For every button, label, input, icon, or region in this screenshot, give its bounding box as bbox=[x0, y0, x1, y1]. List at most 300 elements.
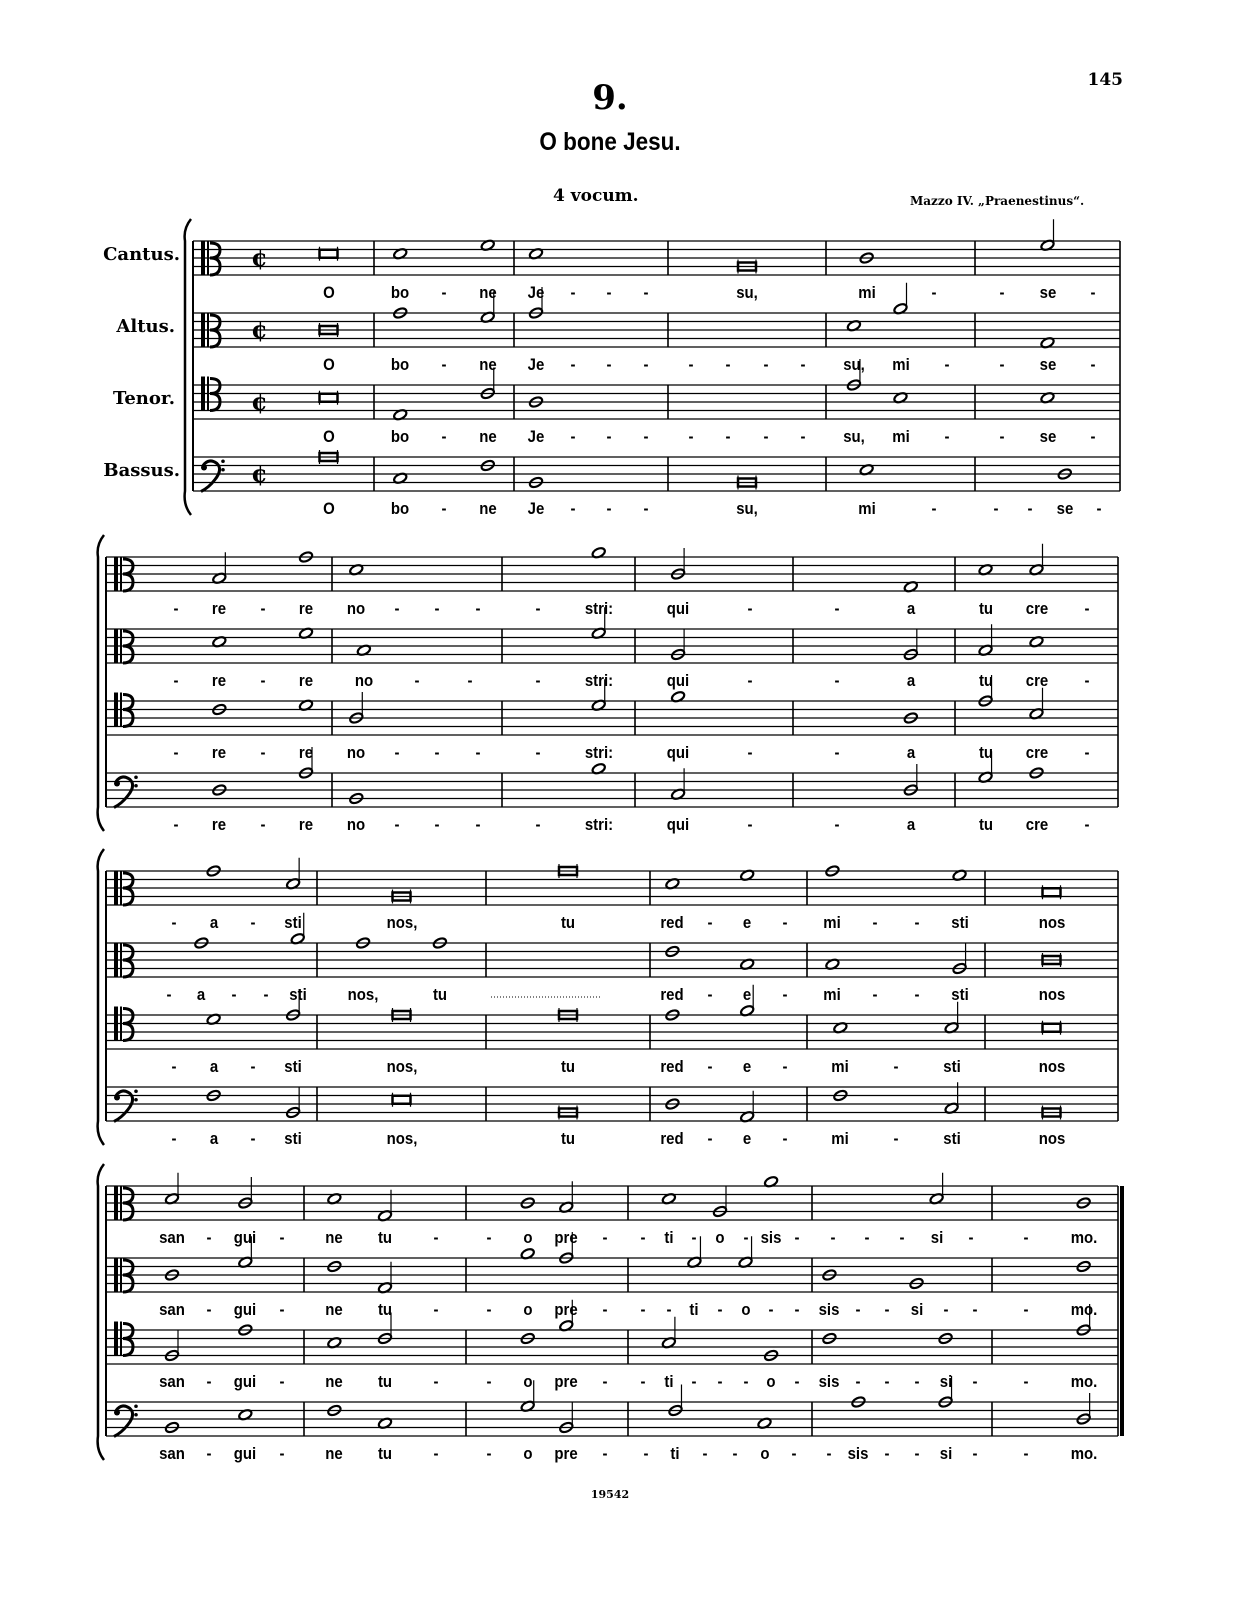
lyric-hyphen: - bbox=[688, 427, 694, 446]
c-clef-icon bbox=[114, 943, 118, 977]
lyric-hyphen: - bbox=[743, 1372, 749, 1391]
lyric-syllable: no bbox=[354, 671, 374, 690]
lyric-syllable: nos bbox=[1038, 1057, 1065, 1076]
lyric-hyphen: - bbox=[864, 1228, 870, 1247]
plate-number: 19542 bbox=[590, 1488, 630, 1501]
lyric-syllable: gui bbox=[234, 1300, 257, 1319]
lyric-hyphen: - bbox=[433, 1300, 439, 1319]
lyric-hyphen: - bbox=[914, 913, 920, 932]
lyric-syllable: tu bbox=[432, 985, 447, 1004]
lyric-syllable: ne bbox=[479, 499, 497, 518]
lyric-syllable: o bbox=[523, 1228, 533, 1247]
lyric-syllable: gui bbox=[234, 1372, 257, 1391]
lyric-hyphen: - bbox=[702, 1444, 708, 1463]
lyric-syllable: cre bbox=[1025, 743, 1048, 762]
lyric-hyphen: - bbox=[1023, 1300, 1029, 1319]
lyric-syllable: nos, bbox=[347, 985, 379, 1004]
lyric-hyphen: - bbox=[794, 1228, 800, 1247]
lyric-hyphen: - bbox=[441, 355, 447, 374]
lyric-hyphen: - bbox=[800, 355, 806, 374]
source-attribution: Mazzo IV. „Praenestinus“. bbox=[910, 194, 1085, 208]
lyric-syllable: sti bbox=[284, 913, 302, 932]
lyric-syllable: a bbox=[906, 671, 915, 690]
lyric-syllable: red bbox=[660, 1057, 685, 1076]
lyric-syllable: bo bbox=[391, 355, 410, 374]
lyric-hyphen: - bbox=[999, 355, 1005, 374]
lyric-hyphen: - bbox=[794, 1372, 800, 1391]
system-brace bbox=[185, 219, 191, 515]
lyric-hyphen: - bbox=[972, 1372, 978, 1391]
lyric-hyphen: - bbox=[486, 1228, 492, 1247]
f-clef-icon bbox=[221, 468, 225, 472]
breve-note bbox=[320, 250, 338, 258]
lyric-syllable: Je bbox=[527, 427, 545, 446]
lyric-syllable: sis bbox=[760, 1228, 782, 1247]
lyric-syllable: mi bbox=[891, 427, 910, 446]
c-clef-icon bbox=[123, 695, 133, 727]
lyric-syllable: e bbox=[743, 1129, 752, 1148]
c-clef-icon bbox=[123, 873, 133, 905]
lyric-hyphen: - bbox=[944, 427, 950, 446]
c-clef-icon bbox=[210, 379, 220, 411]
voice-label-bassus: Bassus. bbox=[103, 460, 180, 481]
lyric-syllable: nos, bbox=[386, 913, 417, 932]
lyric-syllable: gui bbox=[234, 1444, 257, 1463]
lyric-syllable: tu bbox=[377, 1372, 393, 1391]
breve-note bbox=[1043, 1024, 1061, 1032]
lyric-hyphen: - bbox=[602, 1444, 608, 1463]
lyric-hyphen: - bbox=[441, 499, 447, 518]
lyric-syllable: stri: bbox=[584, 815, 613, 834]
lyric-hyphen: - bbox=[931, 499, 937, 518]
lyric-hyphen: - bbox=[1023, 1444, 1029, 1463]
lyric-hyphen: - bbox=[884, 1444, 890, 1463]
lyric-syllable: nos bbox=[1038, 985, 1065, 1004]
lyric-hyphen: - bbox=[643, 1444, 649, 1463]
lyric-syllable: Je bbox=[527, 355, 545, 374]
lyric-hyphen: - bbox=[250, 1129, 256, 1148]
lyric-hyphen: - bbox=[747, 599, 753, 618]
c-clef-icon bbox=[120, 943, 122, 977]
c-clef-icon bbox=[120, 1186, 122, 1220]
c-clef-icon bbox=[120, 693, 122, 727]
lyric-hyphen: - bbox=[763, 427, 769, 446]
lyric-hyphen: - bbox=[943, 1300, 949, 1319]
lyric-hyphen: - bbox=[1084, 743, 1090, 762]
lyric-hyphen: - bbox=[570, 283, 576, 302]
lyric-syllable: san bbox=[159, 1228, 185, 1247]
lyric-syllable: e bbox=[743, 1057, 752, 1076]
lyric-hyphen: - bbox=[486, 1300, 492, 1319]
lyric-syllable: O bbox=[322, 499, 335, 518]
lyric-syllable: stri: bbox=[584, 671, 613, 690]
lyric-syllable: san bbox=[159, 1300, 185, 1319]
lyric-hyphen: - bbox=[999, 427, 1005, 446]
lyric-hyphen: - bbox=[782, 1129, 788, 1148]
lyric-hyphen: - bbox=[688, 355, 694, 374]
lyric-hyphen: - bbox=[434, 815, 440, 834]
lyric-syllable: mo. bbox=[1070, 1444, 1097, 1463]
lyric-syllable: tu bbox=[377, 1228, 393, 1247]
lyric-syllable: si bbox=[939, 1444, 952, 1463]
lyric-syllable: tu bbox=[978, 743, 993, 762]
c-clef-icon bbox=[201, 313, 205, 347]
lyric-syllable: o bbox=[740, 1300, 751, 1319]
c-clef-icon bbox=[120, 557, 122, 591]
lyric-hyphen: - bbox=[1096, 499, 1102, 518]
lyric-hyphen: - bbox=[434, 599, 440, 618]
lyric-hyphen: - bbox=[782, 913, 788, 932]
lyric-syllable: tu bbox=[377, 1444, 393, 1463]
lyric-hyphen: - bbox=[884, 1300, 890, 1319]
lyric-hyphen: - bbox=[1084, 599, 1090, 618]
lyric-syllable: ne bbox=[325, 1372, 344, 1391]
system-brace bbox=[98, 535, 104, 831]
lyric-hyphen: - bbox=[707, 1129, 713, 1148]
lyric-syllable: gui bbox=[234, 1228, 257, 1247]
c-clef-icon bbox=[114, 629, 118, 663]
lyric-hyphen: - bbox=[606, 427, 612, 446]
lyric-hyphen: - bbox=[433, 1228, 439, 1247]
lyric-hyphen: - bbox=[782, 1057, 788, 1076]
lyric-hyphen: - bbox=[231, 985, 236, 1004]
lyric-hyphen: - bbox=[1027, 499, 1033, 518]
lyric-syllable: si bbox=[939, 1372, 952, 1391]
lyric-hyphen: - bbox=[486, 1372, 492, 1391]
lyric-syllable: re bbox=[212, 671, 227, 690]
lyric-syllable: su, bbox=[736, 499, 758, 518]
f-clef-icon bbox=[114, 781, 120, 787]
f-clef-icon bbox=[134, 1404, 138, 1408]
lyric-hyphen: - bbox=[1090, 427, 1096, 446]
lyric-syllable: sis bbox=[819, 1300, 840, 1319]
f-clef-icon bbox=[114, 1095, 120, 1101]
lyric-hyphen: - bbox=[1023, 1228, 1029, 1247]
lyric-syllable: o bbox=[523, 1300, 533, 1319]
lyric-hyphen: - bbox=[260, 743, 266, 762]
lyric-hyphen: - bbox=[1023, 1372, 1029, 1391]
lyric-hyphen: - bbox=[206, 1228, 212, 1247]
lyric-syllable: se bbox=[1039, 283, 1056, 302]
lyric-syllable: su, bbox=[843, 355, 865, 374]
lyric-syllable: a bbox=[209, 1129, 218, 1148]
lyric-hyphen: - bbox=[394, 743, 400, 762]
lyric-syllable: no bbox=[347, 743, 366, 762]
c-clef-icon bbox=[123, 1009, 133, 1041]
lyric-syllable: ne bbox=[325, 1300, 344, 1319]
lyric-hyphen: - bbox=[768, 1300, 774, 1319]
lyric-hyphen: - bbox=[475, 599, 481, 618]
lyric-hyphen: - bbox=[747, 815, 753, 834]
lyric-hyphen: - bbox=[640, 1372, 646, 1391]
lyric-hyphen: - bbox=[602, 1372, 608, 1391]
lyric-syllable: san bbox=[159, 1444, 185, 1463]
lyric-syllable: Je bbox=[527, 283, 545, 302]
lyric-syllable: mi bbox=[823, 985, 842, 1004]
lyric-hyphen: - bbox=[171, 1057, 177, 1076]
lyric-syllable: stri: bbox=[584, 599, 613, 618]
piece-title: O bone Jesu. bbox=[539, 128, 681, 156]
lyric-hyphen: - bbox=[800, 427, 806, 446]
lyric-syllable: qui bbox=[666, 815, 690, 834]
lyric-syllable: sti bbox=[284, 1129, 302, 1148]
lyric-syllable: mo. bbox=[1070, 1228, 1097, 1247]
lyric-syllable: tu bbox=[560, 913, 576, 932]
lyric-syllable: a bbox=[906, 743, 915, 762]
lyric-hyphen: - bbox=[173, 599, 179, 618]
c-clef-icon bbox=[114, 1007, 118, 1041]
lyric-hyphen: - bbox=[606, 283, 612, 302]
lyric-hyphen: - bbox=[747, 671, 753, 690]
lyric-hyphen: - bbox=[1090, 283, 1096, 302]
lyric-hyphen: - bbox=[171, 913, 177, 932]
lyric-hyphen: - bbox=[171, 1129, 177, 1148]
lyric-syllable: O bbox=[322, 427, 335, 446]
lyric-syllable: pre bbox=[554, 1228, 578, 1247]
f-clef-icon bbox=[221, 459, 225, 463]
lyric-hyphen: - bbox=[968, 1228, 974, 1247]
lyric-syllable: mi bbox=[857, 283, 876, 302]
lyric-syllable: ne bbox=[479, 427, 497, 446]
c-clef-icon bbox=[114, 693, 118, 727]
lyric-hyphen: - bbox=[717, 1372, 723, 1391]
lyric-syllable: tu bbox=[560, 1129, 576, 1148]
lyric-hyphen: - bbox=[972, 1444, 978, 1463]
lyric-hyphen: - bbox=[475, 743, 481, 762]
c-clef-icon bbox=[210, 243, 220, 275]
lyric-syllable: sti bbox=[942, 1057, 961, 1076]
lyric-syllable: ne bbox=[325, 1444, 344, 1463]
lyric-syllable: sis bbox=[819, 1372, 840, 1391]
lyric-hyphen: - bbox=[717, 1300, 723, 1319]
lyric-hyphen: - bbox=[535, 815, 541, 834]
voices-count: 4 vocum. bbox=[553, 186, 639, 206]
lyric-hyphen: - bbox=[570, 499, 576, 518]
lyric-hyphen: - bbox=[643, 499, 649, 518]
lyric-syllable: ne bbox=[479, 355, 497, 374]
time-signature-cut-common: ¢ bbox=[251, 459, 268, 488]
lyric-hyphen: - bbox=[606, 499, 612, 518]
lyric-hyphen: - bbox=[535, 599, 541, 618]
lyric-hyphen: - bbox=[570, 355, 576, 374]
lyric-syllable: o bbox=[715, 1228, 725, 1247]
lyric-hyphen: - bbox=[394, 815, 400, 834]
lyric-syllable: qui bbox=[666, 743, 690, 762]
lyric-hyphen: - bbox=[535, 671, 541, 690]
f-clef-icon bbox=[134, 784, 138, 788]
lyric-syllable: si bbox=[910, 1300, 923, 1319]
lyric-hyphen: - bbox=[260, 599, 266, 618]
lyric-syllable: qui bbox=[666, 671, 690, 690]
c-clef-icon bbox=[123, 1324, 133, 1356]
c-clef-icon bbox=[207, 241, 209, 275]
lyric-syllable: red bbox=[660, 985, 685, 1004]
lyric-hyphen: - bbox=[791, 1444, 797, 1463]
c-clef-icon bbox=[114, 871, 118, 905]
lyric-syllable: re bbox=[212, 815, 227, 834]
lyric-syllable: mo. bbox=[1070, 1372, 1097, 1391]
lyric-syllable: cre bbox=[1025, 671, 1048, 690]
lyric-hyphen: - bbox=[441, 283, 447, 302]
lyric-hyphen: - bbox=[666, 1300, 672, 1319]
lyric-syllable: a bbox=[209, 913, 218, 932]
lyric-hyphen: - bbox=[279, 1444, 285, 1463]
lyric-syllable: san bbox=[159, 1372, 185, 1391]
lyric-hyphen: - bbox=[250, 1057, 256, 1076]
lyric-hyphen: - bbox=[899, 1228, 905, 1247]
lyric-syllable: ti bbox=[664, 1228, 674, 1247]
lyric-syllable: pre bbox=[554, 1444, 578, 1463]
f-clef-icon bbox=[134, 1089, 138, 1093]
lyric-syllable: sti bbox=[284, 1057, 302, 1076]
lyric-syllable: re bbox=[212, 743, 227, 762]
c-clef-icon bbox=[123, 945, 133, 977]
lyric-hyphen: - bbox=[732, 1444, 738, 1463]
lyric-hyphen: - bbox=[691, 1228, 697, 1247]
lyric-syllable: red bbox=[660, 913, 685, 932]
lyric-syllable: tu bbox=[560, 1057, 576, 1076]
lyric-hyphen: - bbox=[414, 671, 420, 690]
lyric-hyphen: - bbox=[872, 913, 878, 932]
lyric-syllable: si bbox=[930, 1228, 943, 1247]
lyric-syllable: re bbox=[212, 599, 227, 618]
lyric-hyphen: - bbox=[173, 671, 179, 690]
lyric-hyphen: - bbox=[725, 355, 731, 374]
lyric-syllable: cre bbox=[1025, 815, 1048, 834]
lyric-syllable: no bbox=[347, 815, 366, 834]
lyric-hyphen: - bbox=[394, 599, 400, 618]
lyric-syllable: mi bbox=[831, 1057, 850, 1076]
breve-note bbox=[393, 1096, 411, 1104]
lyric-hyphen: - bbox=[1090, 355, 1096, 374]
lyric-syllable: sti bbox=[288, 985, 307, 1004]
lyric-hyphen: - bbox=[834, 671, 840, 690]
c-clef-icon bbox=[201, 377, 205, 411]
lyric-hyphen: - bbox=[434, 743, 440, 762]
lyric-hyphen: - bbox=[643, 427, 649, 446]
lyric-syllable: O bbox=[322, 355, 335, 374]
lyric-syllable: tu bbox=[978, 599, 993, 618]
voice-label-tenor: Tenor. bbox=[113, 388, 175, 409]
lyric-hyphen: - bbox=[794, 1300, 800, 1319]
f-clef-icon bbox=[114, 1410, 120, 1416]
lyric-hyphen: - bbox=[743, 1228, 749, 1247]
lyric-syllable: o bbox=[766, 1372, 776, 1391]
c-clef-icon bbox=[207, 377, 209, 411]
lyric-syllable: nos bbox=[1038, 1129, 1065, 1148]
lyric-hyphen: - bbox=[944, 355, 950, 374]
lyric-syllable: pre bbox=[554, 1372, 578, 1391]
lyric-hyphen: - bbox=[855, 1372, 861, 1391]
lyric-syllable: nos bbox=[1038, 913, 1065, 932]
breve-note bbox=[1043, 888, 1061, 896]
lyric-syllable: qui bbox=[666, 599, 690, 618]
lyric-syllable: re bbox=[298, 671, 314, 690]
lyric-syllable: no bbox=[347, 599, 366, 618]
c-clef-icon bbox=[120, 871, 122, 905]
lyric-hyphen: - bbox=[914, 1444, 920, 1463]
lyric-hyphen: - bbox=[173, 815, 179, 834]
lyric-hyphen: - bbox=[166, 985, 172, 1004]
system-brace bbox=[98, 1164, 104, 1460]
lyric-syllable: e bbox=[743, 913, 752, 932]
lyric-syllable: ti bbox=[664, 1372, 674, 1391]
lyric-hyphen: - bbox=[691, 1372, 697, 1391]
lyric-hyphen: - bbox=[173, 743, 179, 762]
lyric-syllable: ti bbox=[689, 1300, 700, 1319]
lyric-hyphen: - bbox=[640, 1228, 646, 1247]
f-clef-icon bbox=[134, 1413, 138, 1417]
lyric-hyphen: - bbox=[782, 985, 788, 1004]
lyric-hyphen: - bbox=[893, 1057, 899, 1076]
lyric-syllable: re bbox=[298, 743, 314, 762]
lyric-syllable: se bbox=[1039, 355, 1056, 374]
lyric-hyphen: - bbox=[570, 427, 576, 446]
c-clef-icon bbox=[201, 241, 205, 275]
lyric-syllable: a bbox=[906, 815, 915, 834]
lyric-hyphen: - bbox=[855, 1300, 861, 1319]
lyric-hyphen: - bbox=[475, 815, 481, 834]
lyric-syllable: mi bbox=[831, 1129, 850, 1148]
voice-label-cantus: Cantus. bbox=[103, 244, 180, 265]
lyric-syllable: nos, bbox=[386, 1129, 417, 1148]
voice-label-altus: Altus. bbox=[116, 316, 175, 337]
c-clef-icon bbox=[123, 631, 133, 663]
c-clef-icon bbox=[120, 1258, 122, 1292]
lyric-hyphen: - bbox=[893, 1129, 899, 1148]
lyric-hyphen: - bbox=[834, 815, 840, 834]
lyric-syllable: mi bbox=[857, 499, 876, 518]
lyric-hyphen: - bbox=[250, 913, 256, 932]
lyric-syllable: a bbox=[209, 1057, 218, 1076]
c-clef-icon bbox=[114, 557, 118, 591]
lyric-hyphen: - bbox=[747, 743, 753, 762]
lyric-syllable: red bbox=[660, 1129, 685, 1148]
lyric-syllable: mo. bbox=[1070, 1300, 1097, 1319]
lyric-hyphen: - bbox=[279, 1300, 285, 1319]
lyric-hyphen: - bbox=[1084, 815, 1090, 834]
lyric-syllable: se bbox=[1039, 427, 1056, 446]
lyric-hyphen: - bbox=[993, 499, 999, 518]
lyric-syllable: tu bbox=[978, 815, 993, 834]
lyric-hyphen: - bbox=[763, 355, 769, 374]
lyric-hyphen: - bbox=[206, 1444, 212, 1463]
lyric-syllable: pre bbox=[554, 1300, 578, 1319]
c-clef-icon bbox=[123, 1260, 133, 1292]
lyric-syllable: o bbox=[759, 1444, 770, 1463]
lyric-hyphen: - bbox=[206, 1300, 212, 1319]
lyric-syllable: bo bbox=[391, 283, 410, 302]
lyric-syllable: Je bbox=[527, 499, 545, 518]
system-brace bbox=[98, 849, 104, 1145]
lyric-syllable: ti bbox=[670, 1444, 681, 1463]
lyric-syllable: sti bbox=[942, 1129, 961, 1148]
lyric-syllable: se bbox=[1056, 499, 1074, 518]
lyric-hyphen: - bbox=[535, 743, 541, 762]
lyric-syllable: o bbox=[523, 1444, 533, 1463]
lyric-syllable: bo bbox=[391, 427, 410, 446]
lyric-hyphen: - bbox=[602, 1300, 608, 1319]
lyric-hyphen: - bbox=[931, 283, 937, 302]
lyric-hyphen: - bbox=[707, 985, 713, 1004]
lyric-hyphen: - bbox=[725, 427, 731, 446]
piece-number: 9. bbox=[592, 78, 628, 118]
lyric-syllable: tu bbox=[978, 671, 993, 690]
c-clef-icon bbox=[120, 1322, 122, 1356]
c-clef-icon bbox=[114, 1186, 118, 1220]
lyric-syllable: mi bbox=[823, 913, 842, 932]
c-clef-icon bbox=[210, 315, 220, 347]
